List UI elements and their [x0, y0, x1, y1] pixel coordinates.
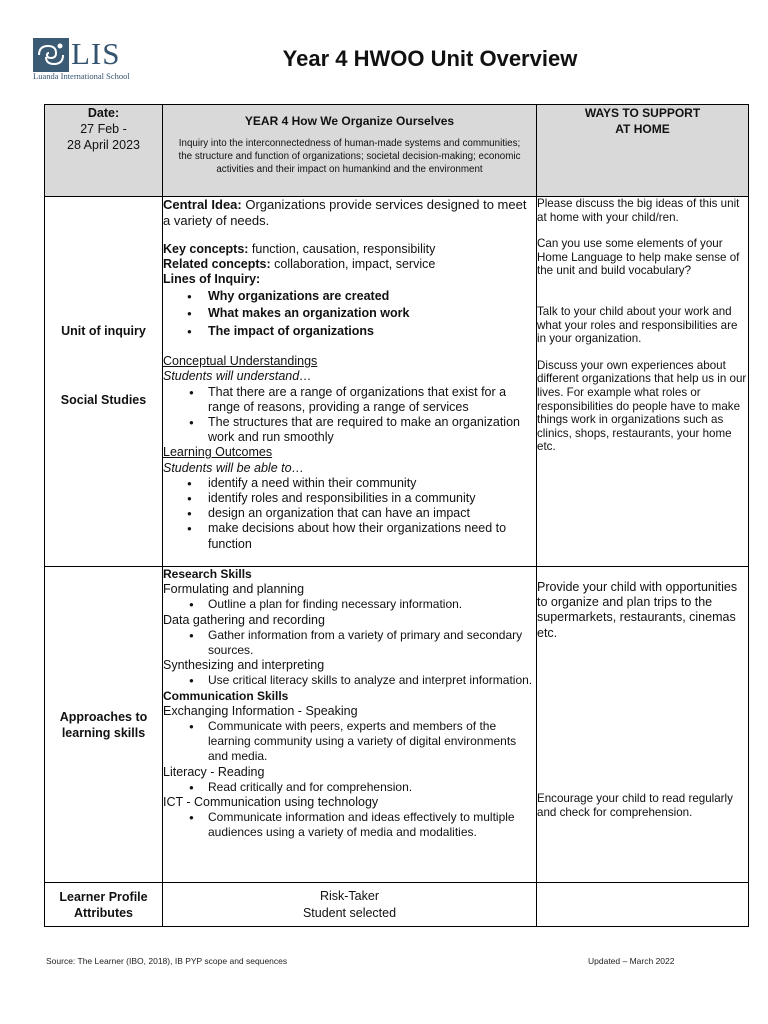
list-item: ● Communicate information and ideas effectively to multiple audiences using a variety of media and modalities. — [163, 810, 536, 840]
list-item: ● Why organizations are created — [163, 288, 536, 306]
page-title: Year 4 HWOO Unit Overview — [282, 46, 578, 71]
unit-heading: YEAR 4 How We Organize Ourselves — [244, 114, 455, 128]
literacy-heading: Literacy - Reading — [163, 764, 265, 779]
learner-profile-value-cell — [163, 883, 537, 927]
unit-overview-table — [44, 104, 749, 927]
footer-updated: Updated – March 2022 — [588, 956, 675, 966]
unit-label-cell — [45, 197, 163, 567]
support-text: Can you use some elements of your Home Language to help make sense of the unit and build vocabulary? — [537, 237, 740, 278]
conceptual-understandings-heading: Conceptual Understandings — [163, 354, 318, 369]
unit-of-inquiry-label: Unit of inquiry — [61, 324, 146, 338]
list-item: ● identify a need within their community — [163, 476, 536, 491]
learning-outcomes-heading: Learning Outcomes — [163, 445, 273, 460]
school-name: Luanda International School — [33, 71, 130, 81]
date-start: 27 Feb - — [80, 122, 127, 136]
list-item: ● Use critical literacy skills to analyze and interpret information. — [163, 673, 536, 688]
unit-of-inquiry-row — [45, 197, 749, 567]
unit-content-cell — [163, 197, 537, 567]
approaches-to-learning-row — [45, 567, 749, 883]
learner-profile-value: Risk-Taker — [319, 888, 380, 903]
learner-profile-support-cell — [537, 883, 749, 927]
synthesizing-list — [163, 673, 536, 688]
atl-label-cell — [45, 567, 163, 883]
list-item: ● That there are a range of organizations that exist for a range of reasons, providing a range of services — [163, 385, 536, 415]
related-concepts-label: Related concepts: — [163, 257, 271, 272]
conceptual-list — [163, 385, 536, 446]
list-item: ● Communicate with peers, experts and members of the learning community using a variety of digital environments and media. — [163, 719, 536, 765]
unit-title-cell — [163, 105, 537, 197]
support-text: Please discuss the big ideas of this unit at home with your child/ren. — [537, 197, 740, 224]
data-gathering-list — [163, 628, 536, 658]
formulating-list — [163, 597, 536, 612]
formulating-heading: Formulating and planning — [163, 582, 305, 597]
support-text: Talk to your child about your work and what your roles and responsibilities are in your organization. — [537, 304, 738, 346]
date-label: Date: — [87, 106, 120, 120]
support-text: Discuss your own experiences about different organizations that help us in our lives. For example what roles or responsibilities do people have to make things work in organizations such as clinics, shops, restaurants, your home etc. — [537, 358, 747, 454]
outcomes-intro: Students will be able to… — [163, 460, 305, 475]
ways-line1: WAYS TO SUPPORT — [584, 106, 701, 120]
learner-profile-row — [45, 883, 749, 927]
list-item: ● make decisions about how their organizations need to function — [163, 521, 536, 551]
social-studies-label: Social Studies — [60, 393, 147, 407]
central-idea-text: Organizations provide services designed to meet a variety of needs. — [163, 197, 527, 228]
ict-list — [163, 810, 536, 840]
learner-profile-label: Learner Profile Attributes — [45, 883, 163, 927]
exchanging-heading: Exchanging Information - Speaking — [163, 703, 358, 718]
outcomes-list — [163, 476, 536, 552]
list-item: ● The impact of organizations — [163, 323, 536, 341]
date-cell — [45, 105, 163, 197]
list-item: ● Outline a plan for finding necessary information. — [163, 597, 536, 612]
list-item: ● Read critically and for comprehension. — [163, 780, 536, 795]
lines-of-inquiry-list — [163, 288, 536, 341]
ict-heading: ICT - Communication using technology — [163, 795, 379, 810]
school-logo — [33, 38, 133, 84]
unit-description: Inquiry into the interconnectedness of human-made systems and communities; the structure and function of organizations; societal decision-making; economic activities and their impact on humankind and the environment — [178, 138, 521, 175]
header-row — [45, 105, 749, 197]
ways-line2: AT HOME — [615, 122, 670, 136]
support-text: Encourage your child to read regularly and check for comprehension. — [537, 792, 733, 819]
conceptual-intro: Students will understand… — [163, 369, 312, 384]
synthesizing-heading: Synthesizing and interpreting — [163, 658, 325, 673]
exchanging-list — [163, 719, 536, 765]
list-item: ● The structures that are required to make an organization work and run smoothly — [163, 415, 536, 445]
list-item: ● identify roles and responsibilities in a community — [163, 491, 536, 506]
date-end: 28 April 2023 — [67, 138, 140, 152]
unit-support-cell — [537, 197, 749, 567]
learner-profile-value: Student selected — [302, 905, 397, 920]
related-concepts-text: collaboration, impact, service — [270, 257, 436, 272]
footer-source: Source: The Learner (IBO, 2018), IB PYP scope and sequences — [46, 956, 288, 966]
swirl-logo-icon — [33, 38, 69, 72]
research-skills-heading: Research Skills — [163, 567, 252, 581]
atl-label: Approaches to learning skills — [59, 709, 148, 740]
key-concepts-label: Key concepts: — [163, 242, 252, 256]
list-item: ● Gather information from a variety of primary and secondary sources. — [163, 628, 536, 658]
logo-text: LIS — [71, 36, 121, 71]
central-idea-label: Central Idea: — [163, 197, 242, 212]
key-concepts-text: function, causation, responsibility — [251, 242, 436, 256]
support-text: Provide your child with opportunities to organize and plan trips to the supermarkets, restaurants, cinemas etc. — [537, 579, 738, 640]
communication-skills-heading: Communication Skills — [163, 688, 289, 703]
data-gathering-heading: Data gathering and recording — [163, 612, 325, 627]
list-item: ● What makes an organization work — [163, 305, 536, 323]
atl-support-cell — [537, 567, 749, 883]
ways-to-support-heading — [537, 105, 749, 197]
list-item: ● design an organization that can have an impact — [163, 506, 536, 521]
atl-content-cell — [163, 567, 537, 883]
lines-of-inquiry-label: Lines of Inquiry: — [163, 272, 261, 287]
literacy-list — [163, 780, 536, 795]
